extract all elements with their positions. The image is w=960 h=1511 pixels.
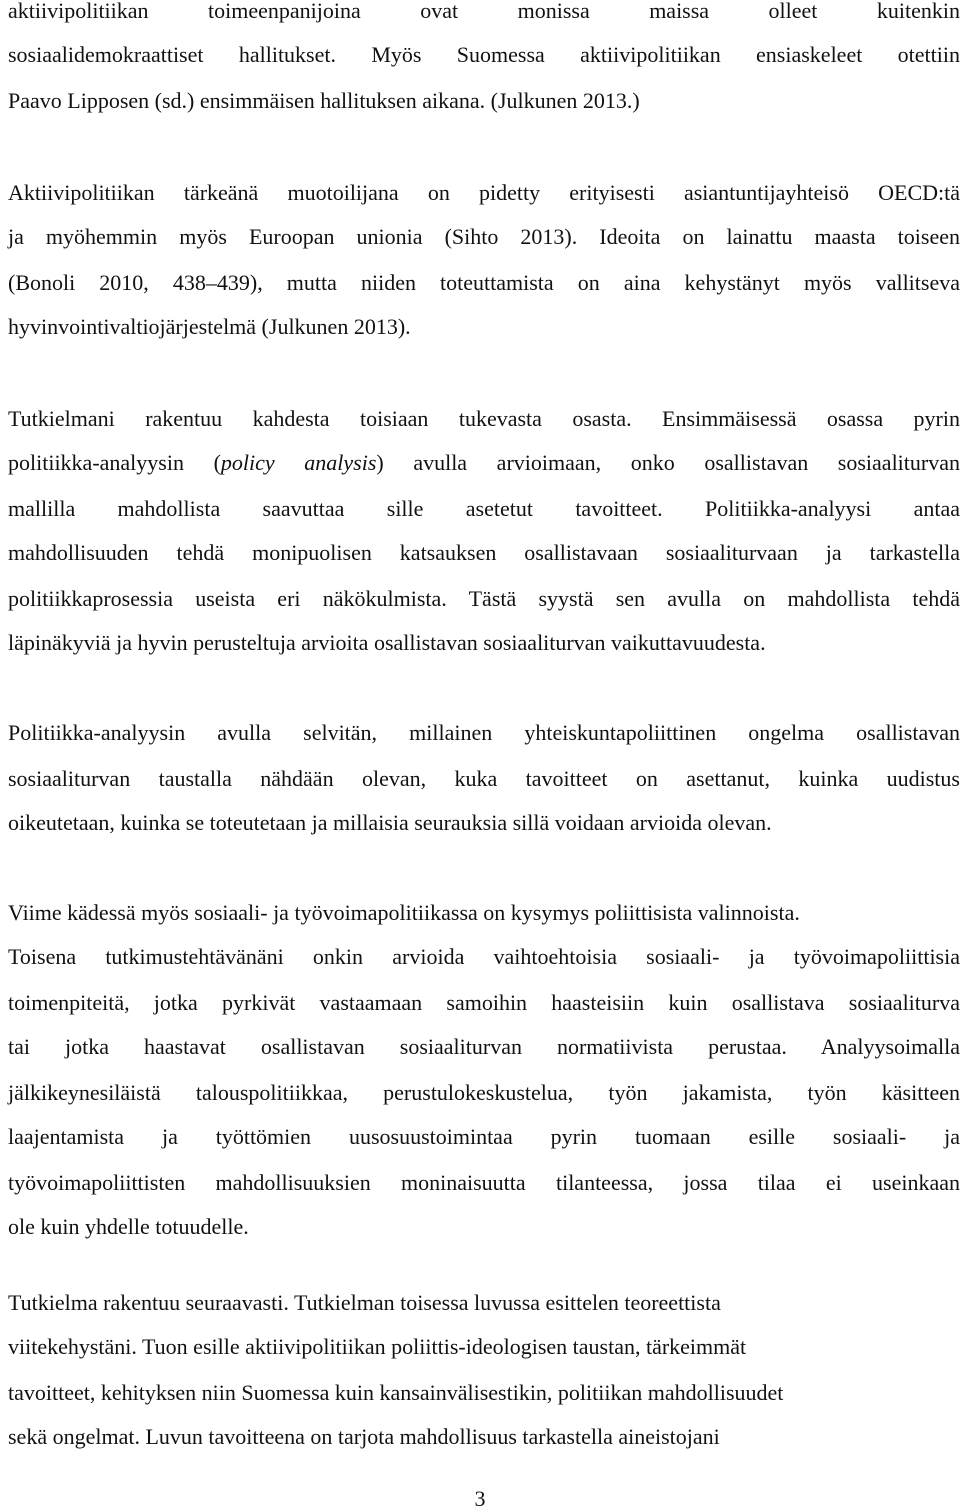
page-number: 3 [474,1486,486,1511]
paragraph-5-line-3: toimenpiteitä, jotka pyrkivät vastaamaan samoihin haasteisiin kuin osallistava sosiaaliturva [8,990,960,1015]
paragraph-1-line-2: sosiaalidemokraattiset hallitukset. Myös Suomessa aktiivipolitiikan ensiaskeleet otettiin [8,42,960,67]
paragraph-5-line-1: Viime kädessä myös sosiaali- ja työvoimapolitiikassa on kysymys poliittisista valinnoista. [8,900,800,925]
paragraph-3-line-2-end: ) avulla arvioimaan, onko osallistavan sosiaaliturvan [376,450,960,475]
paragraph-6-line-2: viitekehystäni. Tuon esille aktiivipolitiikan poliittis-ideologisen taustan, tärkeimmät [8,1334,747,1359]
paragraph-6-line-1: Tutkielma rakentuu seuraavasti. Tutkielman toisessa luvussa esittelen teoreettista [8,1290,721,1315]
paragraph-3-line-2 [8,448,960,478]
policy-analysis-term: policy analysis [220,450,377,475]
paragraph-5-line-7: työvoimapoliittisten mahdollisuuksien moninaisuutta tilanteessa, jossa tilaa ei useinkaan [8,1170,960,1195]
paragraph-6-line-4: sekä ongelmat. Luvun tavoitteena on tarjota mahdollisuus tarkastella aineistojani [8,1424,720,1449]
paragraph-3-line-3: mallilla mahdollista saavuttaa sille asetetut tavoitteet. Politiikka-analyysi antaa [8,496,960,521]
paragraph-1-line-3: Paavo Lipposen (sd.) ensimmäisen hallituksen aikana. (Julkunen 2013.) [8,88,640,113]
paragraph-5-line-6: laajentamista ja työttömien uusosuustoimintaa pyrin tuomaan esille sosiaali- ja [8,1124,960,1149]
paragraph-3-line-4: mahdollisuuden tehdä monipuolisen katsauksen osallistavaan sosiaaliturvaan ja tarkastella [8,540,960,565]
paragraph-5-line-4: tai jotka haastavat osallistavan sosiaaliturvan normatiivista perustaa. Analyysoimalla [8,1034,960,1059]
paragraph-6-line-3: tavoitteet, kehityksen niin Suomessa kuin kansainvälisestikin, politiikan mahdollisuudet [8,1380,784,1405]
paragraph-4-line-1: Politiikka-analyysin avulla selvitän, millainen yhteiskuntapoliittinen ongelma osallistavan [8,720,960,745]
paragraph-2-line-4: hyvinvointivaltiojärjestelmä (Julkunen 2013). [8,314,411,339]
paragraph-5-line-2: Toisena tutkimustehtävänäni onkin arvioida vaihtoehtoisia sosiaali- ja työvoimapoliittisia [8,944,960,969]
paragraph-4-line-3: oikeutetaan, kuinka se toteutetaan ja millaisia seurauksia sillä voidaan arvioida olevan. [8,810,772,835]
paragraph-5-line-8: ole kuin yhdelle totuudelle. [8,1214,249,1239]
paragraph-2-line-3: (Bonoli 2010, 438–439), mutta niiden toteuttamista on aina kehystänyt myös vallitseva [8,270,960,295]
paragraph-3-line-2-start: politiikka-analyysin ( [8,450,221,475]
paragraph-1-line-1: aktiivipolitiikan toimeenpanijoina ovat monissa maissa olleet kuitenkin [8,0,960,23]
paragraph-3-line-6: läpinäkyviä ja hyvin perusteltuja arvioita osallistavan sosiaaliturvan vaikuttavuudesta. [8,630,766,655]
paragraph-2-line-1: Aktiivipolitiikan tärkeänä muotoilijana on pidetty erityisesti asiantuntijayhteisö OECD:tä [8,180,960,205]
paragraph-2-line-2: ja myöhemmin myös Euroopan unionia (Sihto 2013). Ideoita on lainattu maasta toiseen [8,224,960,249]
paragraph-3-line-5: politiikkaprosessia useista eri näkökulmista. Tästä syystä sen avulla on mahdollista tehdä [8,586,960,611]
paragraph-4-line-2: sosiaaliturvan taustalla nähdään olevan, kuka tavoitteet on asettanut, kuinka uudistus [8,766,960,791]
paragraph-3-line-1: Tutkielmani rakentuu kahdesta toisiaan tukevasta osasta. Ensimmäisessä osassa pyrin [8,406,960,431]
paragraph-5-line-5: jälkikeynesiläistä talouspolitiikkaa, perustulokeskustelua, työn jakamista, työn käsitteen [8,1080,960,1105]
